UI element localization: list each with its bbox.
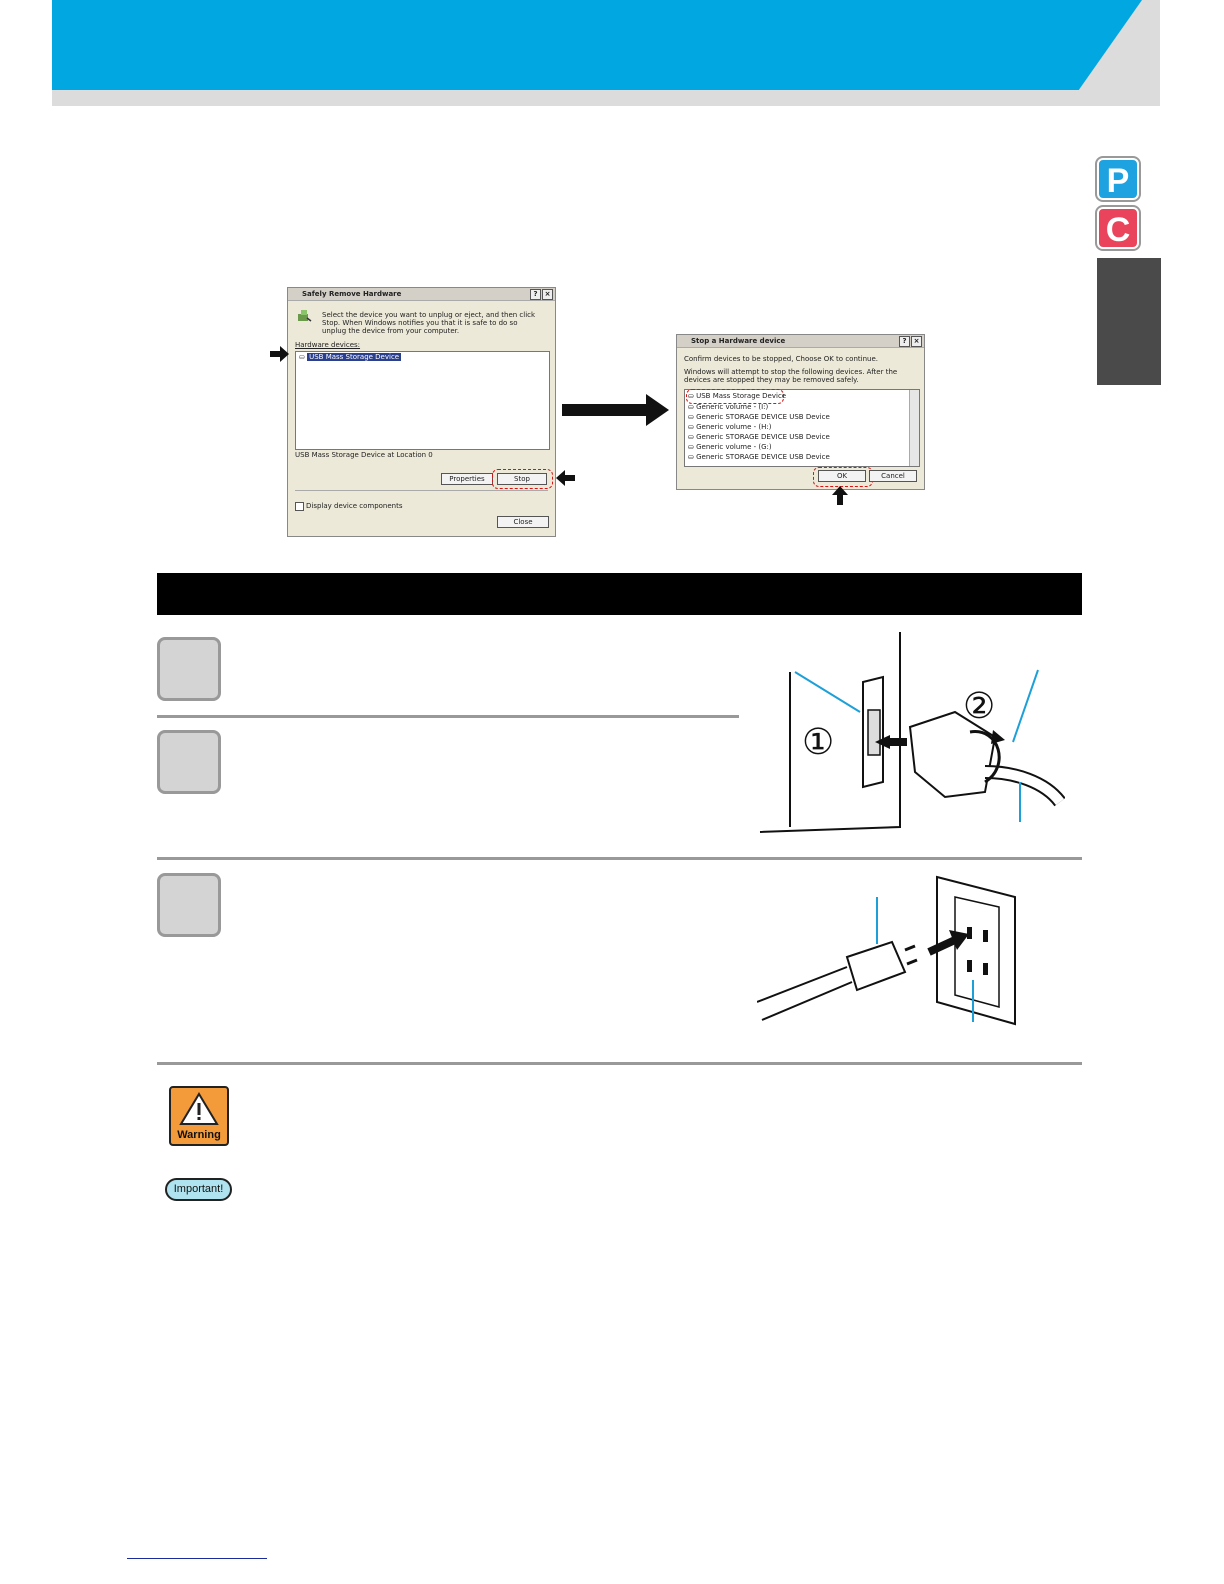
cancel-button[interactable]: Cancel [869,470,917,482]
drive-icon: ⛀ [688,423,694,431]
drive-icon: ⛀ [688,413,694,421]
help-button[interactable]: ? [530,289,541,300]
list-item-label: Generic volume - (H:) [696,423,772,431]
dialog-title: Safely Remove Hardware [302,290,402,298]
close-window-button[interactable]: × [542,289,553,300]
warning-icon [169,1086,229,1146]
step-divider [157,1062,1082,1065]
chapter-tab-current[interactable] [1097,258,1161,385]
drive-icon: ⛀ [688,443,694,451]
stop-hardware-device-dialog [676,334,925,490]
step-1-box [157,637,221,701]
help-button[interactable]: ? [899,336,910,347]
chapter-tab-p[interactable]: P [1097,158,1139,200]
list-item-label: USB Mass Storage Device [309,353,400,361]
ok-button[interactable]: OK [818,470,866,482]
usb-device-highlight [686,389,787,404]
drive-icon: ⛀ [688,433,694,441]
hardware-devices-list[interactable] [295,351,550,450]
next-step-arrow-icon [562,394,670,426]
arrow-right-icon [270,346,290,362]
drive-icon: ⛀ [688,453,694,461]
stop-button[interactable]: Stop [497,473,547,485]
footer-link-underline [127,1558,267,1559]
confirm-text: Confirm devices to be stopped, Choose OK to continue. [684,355,878,363]
dialog-title-bar [288,288,555,301]
step-divider [157,715,739,718]
dialog-title: Stop a Hardware device [691,337,786,345]
arrow-up-icon [832,485,848,505]
dialog-instruction: Select the device you want to unplug or eject, and then click Stop. When Windows notifies you that it is safe to do so unplug the device from your computer. [322,311,536,335]
list-item[interactable] [685,442,919,452]
warning-label: Warning [177,1129,221,1141]
display-components-label: Display device components [306,502,403,510]
usb-device-icon: ⛀ [688,392,694,400]
step-divider [157,857,1082,860]
important-icon: Important! [165,1178,232,1201]
list-item[interactable] [685,412,919,422]
step-2-box [157,730,221,794]
plug-outlet-illustration [757,872,1022,1027]
close-window-button[interactable]: × [911,336,922,347]
drive-icon: ⛀ [688,403,694,411]
scrollbar[interactable] [909,390,919,466]
power-cable-inlet-illustration [755,632,1065,837]
safely-remove-hardware-dialog [287,287,556,537]
figure-label-2: ② [963,686,996,727]
divider [295,490,548,491]
close-button[interactable]: Close [497,516,549,528]
properties-button[interactable]: Properties [441,473,493,485]
list-item-label: Generic STORAGE DEVICE USB Device [696,453,830,461]
attempt-text: Windows will attempt to stop the following devices. After the devices are stopped they may be removed safely. [684,368,898,384]
display-components-checkbox[interactable] [295,502,304,511]
list-item-label: Generic volume - (I:) [696,403,769,411]
step-3-box [157,873,221,937]
header-title-bar [52,0,1142,90]
device-status: USB Mass Storage Device at Location 0 [295,451,433,459]
list-item-label: Generic STORAGE DEVICE USB Device [696,413,830,421]
list-item[interactable] [685,452,919,462]
list-item[interactable] [685,432,919,442]
list-item[interactable] [296,352,549,362]
arrow-left-icon [555,470,575,486]
list-item-label: Generic volume - (G:) [696,443,772,451]
list-item-label: Generic STORAGE DEVICE USB Device [696,433,830,441]
hardware-icon [296,308,312,324]
warning-triangle-icon [171,1090,227,1130]
figure-label-1: ① [802,722,835,763]
dialog-title-bar [677,335,924,348]
list-item-label: USB Mass Storage Device [696,392,787,400]
hardware-devices-label: Hardware devices: [295,341,361,349]
list-item[interactable] [685,422,919,432]
usb-device-icon: ⛀ [299,353,305,361]
chapter-tab-c[interactable]: C [1097,207,1139,249]
section-heading-bar [157,573,1082,615]
